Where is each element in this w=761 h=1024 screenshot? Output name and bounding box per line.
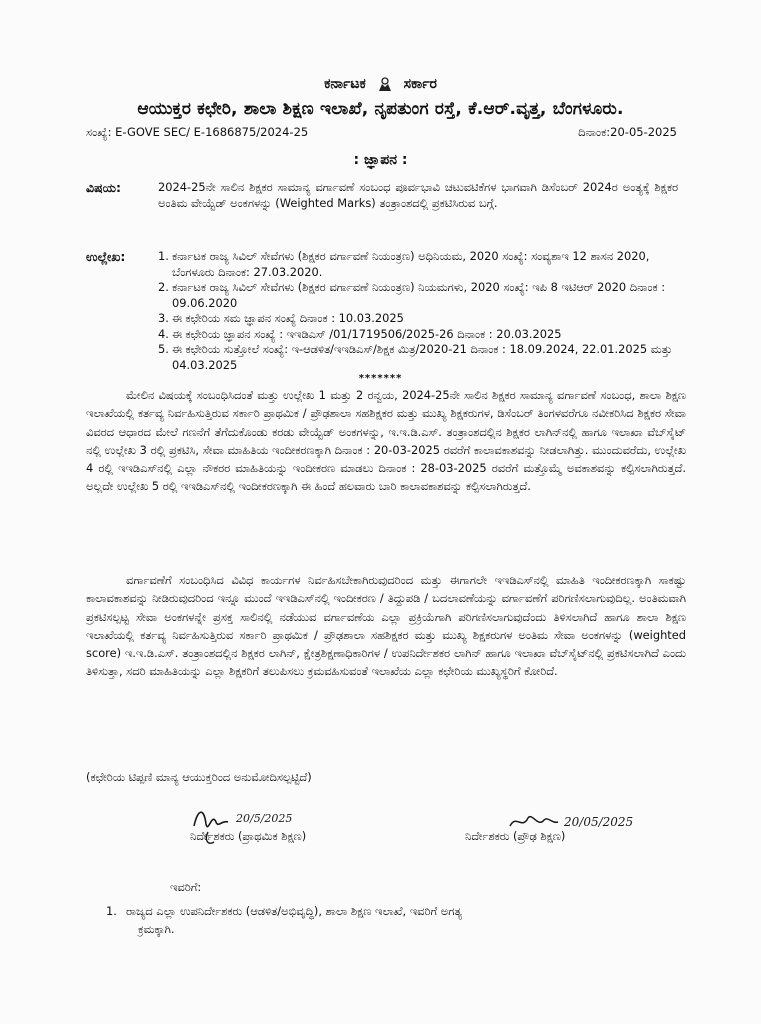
body-paragraph-2: ವರ್ಗಾವಣೆಗೆ ಸಂಬಂಧಿಸಿದ ವಿವಿಧ ಕಾರ್ಯಗಳ ನಿರ್ವಹಿಸಬೇಕಾಗಿರುವುದರಿಂದ ಮತ್ತು ಈಗಾಗಲೇ ಇಇಡಿಎಸ್‌ನಲ್ಲಿ ಮಾಹಿತಿ ಇಂದೀಕರಣಕ್ಕಾಗಿ ಸಾಕಷ್ಟು ಕಾಲಾವಕಾಶವನ್ನು ನೀಡಿರುವುದರಿಂದ ಇನ್ನೂ ಮುಂದೆ ಇಇಡಿಎಸ್‌ನಲ್ಲಿ ಇಂದೀಕರಣ / ತಿದ್ದುಪಡಿ / ಬದಲಾವಣೆಯನ್ನು ವರ್ಗಾವಣೆಗೆ ಪರಿಗಣಿಸಲಾಗುವುದಿಲ್ಲ. ಅಂತಿಮವಾಗಿ ಪ್ರಕಟಿಸಲ್ಪಟ್ಟ ಸೇವಾ ಅಂಕಗಳನ್ನೇ ಪ್ರಸಕ್ತ ಸಾಲಿನಲ್ಲಿ ನಡೆಯುವ ವರ್ಗಾವಣೆಯ ಎಲ್ಲಾ ಪ್ರಕ್ರಿಯೆಗಾಗಿ ಪರಿಗಣಿಸಲಾಗುವುದೆಂದು ತಿಳಿಸಲಾಗಿದೆ ಹಾಗೂ ಶಾಲಾ ಶಿಕ್ಷಣ ಇಲಾಖೆಯಲ್ಲಿ ಕರ್ತವ್ಯ ನಿರ್ವಹಿಸುತ್ತಿರುವ ಸರ್ಕಾರಿ ಪ್ರಾಥಮಿಕ / ಪ್ರೌಢಶಾಲಾ ಸಹಶಿಕ್ಷಕರ ಮತ್ತು ಮುಖ್ಯ ಶಿಕ್ಷಕರುಗಳ ಅಂತಿಮ ಸೇವಾ ಅಂಕಗಳನ್ನು (weighted score) ಇ.ಇ.ಡಿ.ಎಸ್. ತಂತ್ರಾಂಶದಲ್ಲಿನ ಶಿಕ್ಷಕರ ಲಾಗಿನ್, ಕ್ಷೇತ್ರಶಿಕ್ಷಣಾಧಿಕಾರಿಗಳ / ಉಪನಿರ್ದೇಶಕರ ಲಾಗಿನ್ ಹಾಗೂ ಇಲಾಖಾ ವೆಬ್‌ಸೈಟ್‌ನಲ್ಲಿ ಪ್ರಕಟಿಸಲಾಗಿದೆ ಎಂದು ತಿಳಿಸುತ್ತಾ, ಸದರಿ ಮಾಹಿತಿಯನ್ನು ಎಲ್ಲಾ ಶಿಕ್ಷಕರಿಗೆ ತಲುಪಿಸಲು ಕ್ರಮವಹಿಸುವಂತೆ ಇಲಾಖೆಯ ಎಲ್ಲಾ ಕಛೇರಿಯ ಮುಖ್ಯಸ್ಥರಿಗೆ ಕೋರಿದೆ. xyxy=(86,573,686,679)
designation-left: ನಿರ್ದೇಶಕರು (ಪ್ರಾಥಮಿಕ ಶಿಕ್ಷಣ) xyxy=(190,829,307,843)
govt-right-text: ಸರ್ಕಾರ xyxy=(403,76,437,92)
body-paragraph-1: ಮೇಲಿನ ವಿಷಯಕ್ಕೆ ಸಂಬಂಧಿಸಿದಂತೆ ಮತ್ತು ಉಲ್ಲೇಖ 1 ಮತ್ತು 2 ರನ್ವಯ, 2024-25ನೇ ಸಾಲಿನ ಶಿಕ್ಷಕರ ಸಾಮಾನ್ಯ ವರ್ಗಾವಣೆ ಸಂಬಂಧ, ಶಾಲಾ ಶಿಕ್ಷಣ ಇಲಾಖೆಯಲ್ಲಿ ಕರ್ತವ್ಯ ನಿರ್ವಹಿಸುತ್ತಿರುವ ಸರ್ಕಾರಿ ಪ್ರಾಥಮಿಕ / ಪ್ರೌಢಶಾಲಾ ಸಹಶಿಕ್ಷಕರ ಮತ್ತು ಮುಖ್ಯ ಶಿಕ್ಷಕರುಗಳ, ಡಿಸೆಂಬರ್ ತಿಂಗಳವರೆಗೂ ನವೀಕರಿಸಿದ ಶಿಕ್ಷಕರ ಸೇವಾ ವಿವರದ ಆಧಾರದ ಮೇಲೆ ಗಣನೆಗೆ ತೆಗೆದುಕೊಂಡು ಕರಡು ವೇಯ್ಟೆಡ್ ಅಂಕಗಳನ್ನು, ಇ.ಇ.ಡಿ.ಎಸ್. ತಂತ್ರಾಂಶದಲ್ಲಿನ ಶಿಕ್ಷಕರ ಲಾಗಿನ್‌ನಲ್ಲಿ ಹಾಗೂ ಇಲಾಖಾ ವೆಬ್‌ಸೈಟ್ ನಲ್ಲಿ ಉಲ್ಲೇಖ 3 ರಲ್ಲಿ ಪ್ರಕಟಿಸಿ, ಸೇವಾ ಮಾಹಿತಿಯ ಇಂದೀಕರಣಕ್ಕಾಗಿ ದಿನಾಂಕ : 20-03-2025 ರವರೆಗೆ ಕಾಲಾವಕಾಶವನ್ನು ನೀಡಲಾಗಿತ್ತು. ಮುಂದುವರೆದು, ಉಲ್ಲೇಖ 4 ರಲ್ಲಿ ಇಇಡಿಎಸ್‌ನಲ್ಲಿ ಎಲ್ಲಾ ನೌಕರರ ಮಾಹಿತಿಯನ್ನು ಇಂದೀಕರಣ ಮಾಡಲು ದಿನಾಂಕ : 28-03-2025 ರವರೆಗೆ ಮತ್ತೊಮ್ಮೆ ಅವಕಾಶವನ್ನು ಕಲ್ಪಿಸಲಾಗಿರುತ್ತದೆ. ಅಲ್ಲದೇ ಉಲ್ಲೇಖ 5 ರಲ್ಲಿ ಇಇಡಿಎಸ್‌ನಲ್ಲಿ ಇಂದೀಕರಣಕ್ಕಾಗಿ ಈ ಹಿಂದೆ ಹಲವಾರು ಬಾರಿ ಕಾಲಾವಕಾಶವನ್ನು ಕಲ್ಪಿಸಲಾಗಿರುತ್ತದೆ. xyxy=(86,388,686,494)
reference-item xyxy=(158,342,688,373)
reference-text-4: ಈ ಕಛೇರಿಯ ಜ್ಞಾಪನ ಸಂಖ್ಯೆ : ಇಇಡಿಎಸ್ /01/1719506/2025-26 ದಿನಾಂಕ : 20.03.2025 xyxy=(172,326,562,341)
reference-item xyxy=(158,249,688,280)
reference-item xyxy=(158,327,688,343)
reference-text-5: ಈ ಕಛೇರಿಯ ಸುತ್ತೋಲೆ ಸಂಖ್ಯೆ: ಇ-ಆಡಳಿತ/ಇಇಡಿಎಸ್/ಶಿಕ್ಷಕ ಮಿತ್ರ/2020-21 ದಿನಾಂಕ : 18.09.2024, 22.01.2025 ಮತ್ತು 04.03.2025 xyxy=(172,342,673,372)
state-emblem-icon xyxy=(375,76,395,92)
reference-text-3: ಈ ಕಛೇರಿಯ ಸಮ ಜ್ಞಾಪನ ಸಂಖ್ಯೆ ದಿನಾಂಕ : 10.03.2025 xyxy=(172,311,404,325)
recipient-number: 1. xyxy=(106,904,117,918)
recipient-item xyxy=(106,902,666,938)
reference-item xyxy=(158,280,688,311)
references-list xyxy=(158,249,688,373)
memo-title: : ಜ್ಞಾಪನ : xyxy=(353,152,408,168)
reference-number-5: 5. xyxy=(158,342,169,356)
recipients-label: ಇವರಿಗೆ: xyxy=(170,880,202,894)
government-heading xyxy=(0,76,761,92)
signature-left-date: 20/5/2025 xyxy=(236,812,293,825)
section-separator: ******* xyxy=(358,373,403,384)
designation-right: ನಿರ್ದೇಶಕರು (ಪ್ರೌಢ ಶಿಕ್ಷಣ) xyxy=(465,829,566,843)
document-date: ದಿನಾಂಕ:20-05-2025 xyxy=(578,125,677,139)
reference-number-3: 3. xyxy=(158,311,169,325)
recipient-text: ರಾಜ್ಯದ ಎಲ್ಲಾ ಉಪನಿರ್ದೇಶಕರು (ಆಡಳಿತ/ಅಭಿವೃದ್ಧಿ), ಶಾಲಾ ಶಿಕ್ಷಣ ಇಲಾಖೆ, ಇವರಿಗೆ ಅಗತ್ಯ xyxy=(126,904,463,918)
reference-text-1: ಕರ್ನಾಟಕ ರಾಜ್ಯ ಸಿವಿಲ್ ಸೇವೆಗಳು (ಶಿಕ್ಷಕರ ವರ್ಗಾವಣೆ ನಿಯಂತ್ರಣ) ಅಧಿನಿಯಮ, 2020 ಸಂಖ್ಯೆ: ಸಂವ್ಯಶಾಇ 12 ಶಾಸನ 2020, ಬೆಂಗಳೂರು ದಿನಾಂಕ: 27.03.2020. xyxy=(172,249,650,279)
reference-number-2: 2. xyxy=(158,280,169,294)
signature-left xyxy=(190,802,330,854)
signature-right-date: 20/05/2025 xyxy=(564,815,634,829)
reference-number-1: 1. xyxy=(158,249,169,263)
references-label: ಉಲ್ಲೇಖ: xyxy=(86,249,126,264)
reference-number: ಸಂಖ್ಯೆ: E-GOVE SEC/ E-1686875/2024-25 xyxy=(86,125,309,139)
govt-left-text: ಕರ್ನಾಟಕ xyxy=(324,76,366,92)
reference-text-2: ಕರ್ನಾಟಕ ರಾಜ್ಯ ಸಿವಿಲ್ ಸೇವೆಗಳು (ಶಿಕ್ಷಕರ ವರ್ಗಾವಣೆ ನಿಯಂತ್ರಣ) ನಿಯಮಗಳು, 2020 ಸಂಖ್ಯೆ: ಇಪಿ 8 ಇಟಿಆರ್ 2020 ದಿನಾಂಕ : 09.06.2020 xyxy=(172,280,666,310)
reference-item xyxy=(158,311,688,327)
subject-text: 2024-25ನೇ ಸಾಲಿನ ಶಿಕ್ಷಕರ ಸಾಮಾನ್ಯ ವರ್ಗಾವಣೆ ಸಂಬಂಧ ಪೂರ್ವಭಾವಿ ಚಟುವಟಿಕೆಗಳ ಭಾಗವಾಗಿ ಡಿಸೆಂಬರ್ 2024ರ ಅಂತ್ಯಕ್ಕೆ ಶಿಕ್ಷಕರ ಅಂತಿಮ ವೇಯ್ಟೆಡ್ ಅಂಕಗಳನ್ನು (Weighted Marks) ತಂತ್ರಾಂಶದಲ್ಲಿ ಪ್ರಕಟಿಸಿರುವ ಬಗ್ಗೆ. xyxy=(158,180,678,210)
approval-note: (ಕಛೇರಿಯ ಟಿಪ್ಪಣಿ ಮಾನ್ಯ ಆಯುಕ್ತರಿಂದ ಅನುಮೋದಿಸಲ್ಪಟ್ಟಿದೆ) xyxy=(86,770,312,784)
recipient-text-continued: ಕ್ರಮಕ್ಕಾಗಿ. xyxy=(138,922,175,936)
subject-label: ವಿಷಯ: xyxy=(86,180,121,195)
office-heading: ಆಯುಕ್ತರ ಕಛೇರಿ, ಶಾಲಾ ಶಿಕ್ಷಣ ಇಲಾಖೆ, ನೃಪತುಂಗ ರಸ್ತೆ, ಕೆ.ಆರ್.ವೃತ್ತ, ಬೆಂಗಳೂರು. xyxy=(137,99,624,119)
reference-number-4: 4. xyxy=(158,326,169,341)
